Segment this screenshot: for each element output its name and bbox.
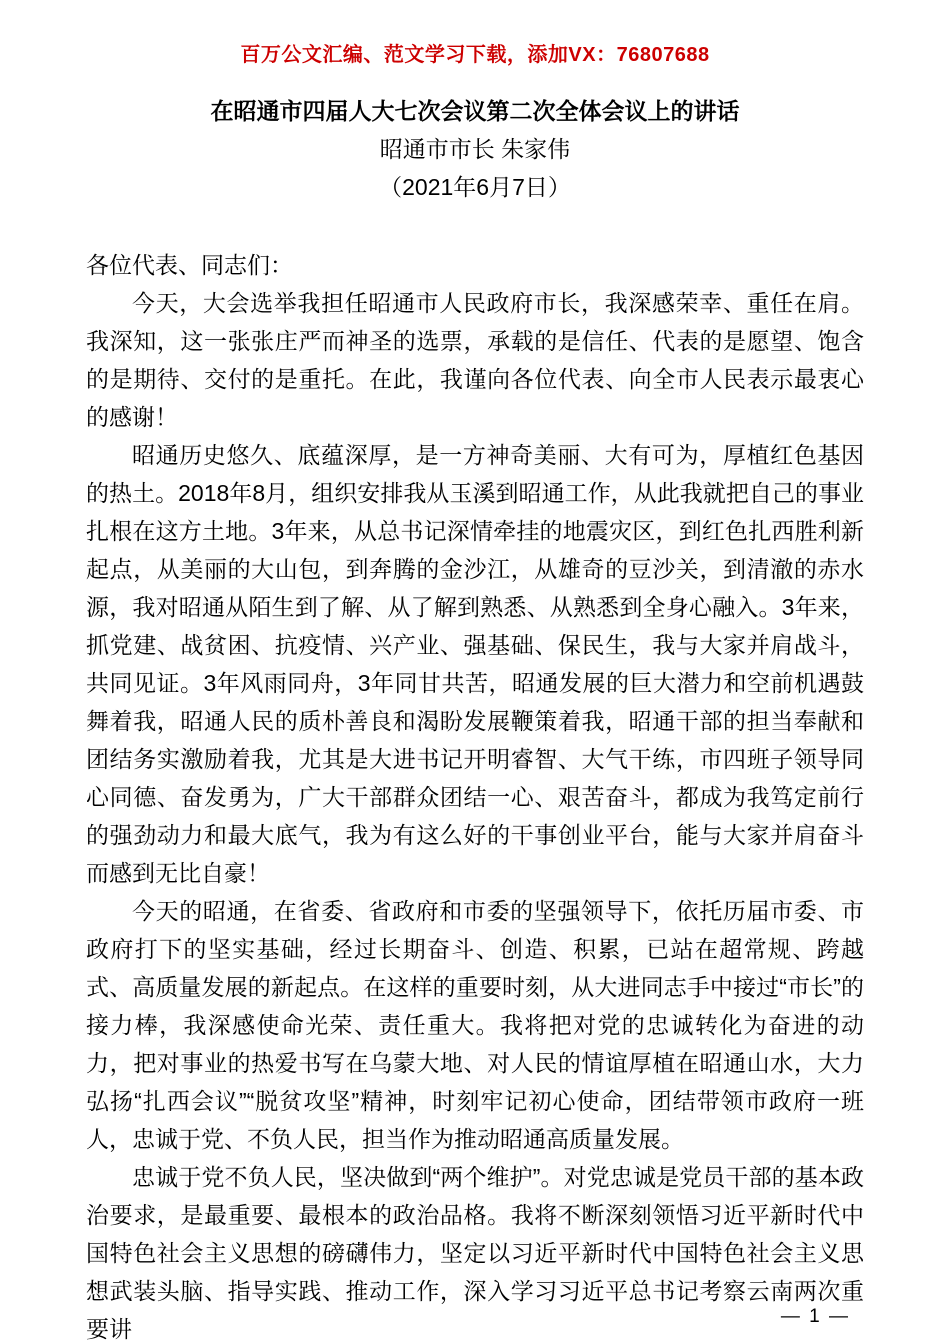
- header-notice: 百万公文汇编、范文学习下载，添加VX：76807688: [240, 44, 710, 66]
- paragraph-3: 今天的昭通，在省委、省政府和市委的坚强领导下，依托历届市委、市政府打下的坚实基础，经过长期奋斗、创造、积累，已站在超常规、跨越式、高质量发展的新起点。在这样的重要时刻，从大进同志手中接过“市长”的接力棒，我深感使命光荣、责任重大。我将把对党的忠诚转化为奋进的动力，把对事业的热爱书写在乌蒙大地、对人民的情谊厚植在昭通山水，大力弘扬“扎西会议”“脱贫攻坚”精神，时刻牢记初心使命，团结带领市政府一班人，忠诚于党、不负人民，担当作为推动昭通高质量发展。: [86, 898, 864, 1152]
- document-body: [86, 246, 864, 1344]
- paragraph-2: 昭通历史悠久、底蕴深厚，是一方神奇美丽、大有可为，厚植红色基因的热土。2018年8月，组织安排我从玉溪到昭通工作，从此我就把自己的事业扎根在这方土地。3年来，从总书记深情牵挂的地震灾区，到红色扎西胜利新起点，从美丽的大山包，到奔腾的金沙江，从雄奇的豆沙关，到清澈的赤水源，我对昭通从陌生到了解、从了解到熟悉、从熟悉到全身心融入。3年来，抓党建、战贫困、抗疫情、兴产业、强基础、保民生，我与大家并肩战斗，共同见证。3年风雨同舟，3年同甘共苦，昭通发展的巨大潜力和空前机遇鼓舞着我，昭通人民的质朴善良和渴盼发展鞭策着我，昭通干部的担当奉献和团结务实激励着我，尤其是大进书记开明睿智、大气干练，市四班子领导同心同德、奋发勇为，广大干部群众团结一心、艰苦奋斗，都成为我笃定前行的强劲动力和最大底气，我为有这么好的干事创业平台，能与大家并肩奋斗而感到无比自豪！: [86, 442, 864, 886]
- document-title: 在昭通市四届人大七次会议第二次全体会议上的讲话: [210, 98, 740, 124]
- document-author: 昭通市市长 朱家伟: [379, 136, 571, 162]
- paragraph-4: 忠诚于党不负人民，坚决做到“两个维护”。对党忠诚是党员干部的基本政治要求，是最重要、最根本的政治品格。我将不断深刻领悟习近平新时代中国特色社会主义思想的磅礴伟力，坚定以习近平新时代中国特色社会主义思想武装头脑、指导实践、推动工作，深入学习习近平总书记考察云南两次重要讲: [86, 1164, 864, 1342]
- salutation: 各位代表、同志们：: [86, 252, 293, 278]
- page-number: — 1 —: [780, 1306, 850, 1327]
- document-date: （2021年6月7日）: [379, 174, 571, 200]
- paragraph-1: 今天，大会选举我担任昭通市人民政府市长，我深感荣幸、重任在肩。我深知，这一张张庄严而神圣的选票，承载的是信任、代表的是愿望、饱含的是期待、交付的是重托。在此，我谨向各位代表、向全市人民表示最衷心的感谢！: [86, 290, 864, 430]
